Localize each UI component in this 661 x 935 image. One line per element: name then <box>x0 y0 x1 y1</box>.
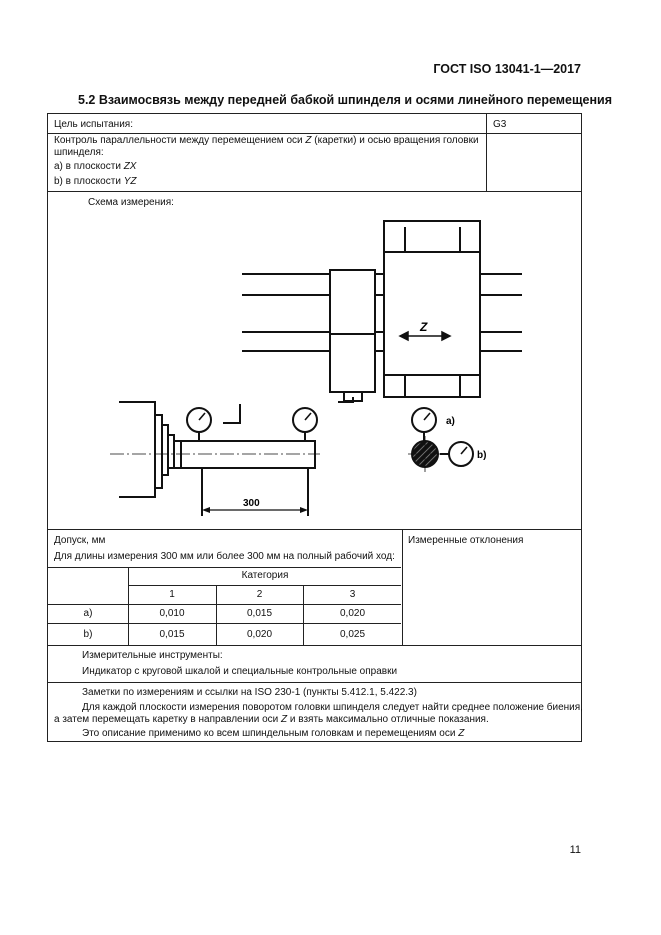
notes-title: Заметки по измерениям и ссылки на ISO 230-1 (пункты 5.412.1, 5.422.3) <box>82 687 417 698</box>
measurement-diagram <box>48 192 581 528</box>
dimension-label: 300 <box>243 498 260 509</box>
tolerance-title: Допуск, мм <box>54 535 106 546</box>
test-code: G3 <box>493 119 507 130</box>
row-a-label: a) <box>83 608 93 619</box>
row-a-value-1: 0,010 <box>159 608 185 619</box>
category-2: 2 <box>256 589 263 600</box>
objective-text: Контроль параллельности между перемещением оси Z (каретки) и осью вращения головки <box>54 135 479 146</box>
divider <box>48 682 581 683</box>
notes-para1-line2: а затем перемещать каретку в направлении оси Z и взять максимально отличные показания. <box>54 714 489 725</box>
standard-number: ГОСТ ISO 13041-1—2017 <box>433 62 581 76</box>
divider <box>48 529 581 530</box>
plane-b-label: b) <box>477 450 487 461</box>
measured-deviations: Измеренные отклонения <box>408 535 524 546</box>
page-number: 11 <box>569 844 581 856</box>
divider <box>128 585 401 586</box>
objective-text-line2: шпинделя: <box>54 147 104 158</box>
row-b-value-3: 0,025 <box>339 629 366 640</box>
divider <box>402 529 403 645</box>
divider <box>48 645 581 646</box>
plane-b: b) в плоскости YZ <box>54 176 137 187</box>
test-sheet <box>47 113 582 742</box>
plane-a: a) в плоскости ZX <box>54 161 137 172</box>
category-3: 3 <box>349 589 356 600</box>
instruments-text: Индикатор с круговой шкалой и специальные контрольные оправки <box>82 666 398 677</box>
divider <box>48 604 401 605</box>
category-1: 1 <box>169 589 175 600</box>
section-title: 5.2 Взаимосвязь между передней бабкой шпинделя и осями линейного перемещения <box>78 93 612 107</box>
row-b-value-2: 0,020 <box>246 629 273 640</box>
objective-label: Цель испытания: <box>54 119 133 130</box>
plane-a-label: a) <box>446 416 455 427</box>
row-b-value-1: 0,015 <box>159 629 185 640</box>
divider <box>48 623 401 624</box>
notes-para2: Это описание применимо ко всем шпиндельным головкам и перемещениям оси Z <box>82 728 465 739</box>
category-header: Категория <box>241 570 289 581</box>
diagram-label: Схема измерения: <box>88 197 174 208</box>
row-a-value-3: 0,020 <box>339 608 366 619</box>
instruments-title: Измерительные инструменты: <box>82 650 223 661</box>
row-a-value-2: 0,015 <box>246 608 273 619</box>
notes-para1-line1: Для каждой плоскости измерения поворотом головки шпинделя следует найти среднее положение биения, <box>82 702 583 713</box>
row-b-label: b) <box>83 629 93 640</box>
divider <box>48 567 401 568</box>
divider <box>486 114 487 191</box>
tolerance-length: Для длины измерения 300 мм или более 300 мм на полный рабочий ход: <box>54 551 395 562</box>
axis-z-label: Z <box>420 320 428 334</box>
divider <box>48 133 581 134</box>
